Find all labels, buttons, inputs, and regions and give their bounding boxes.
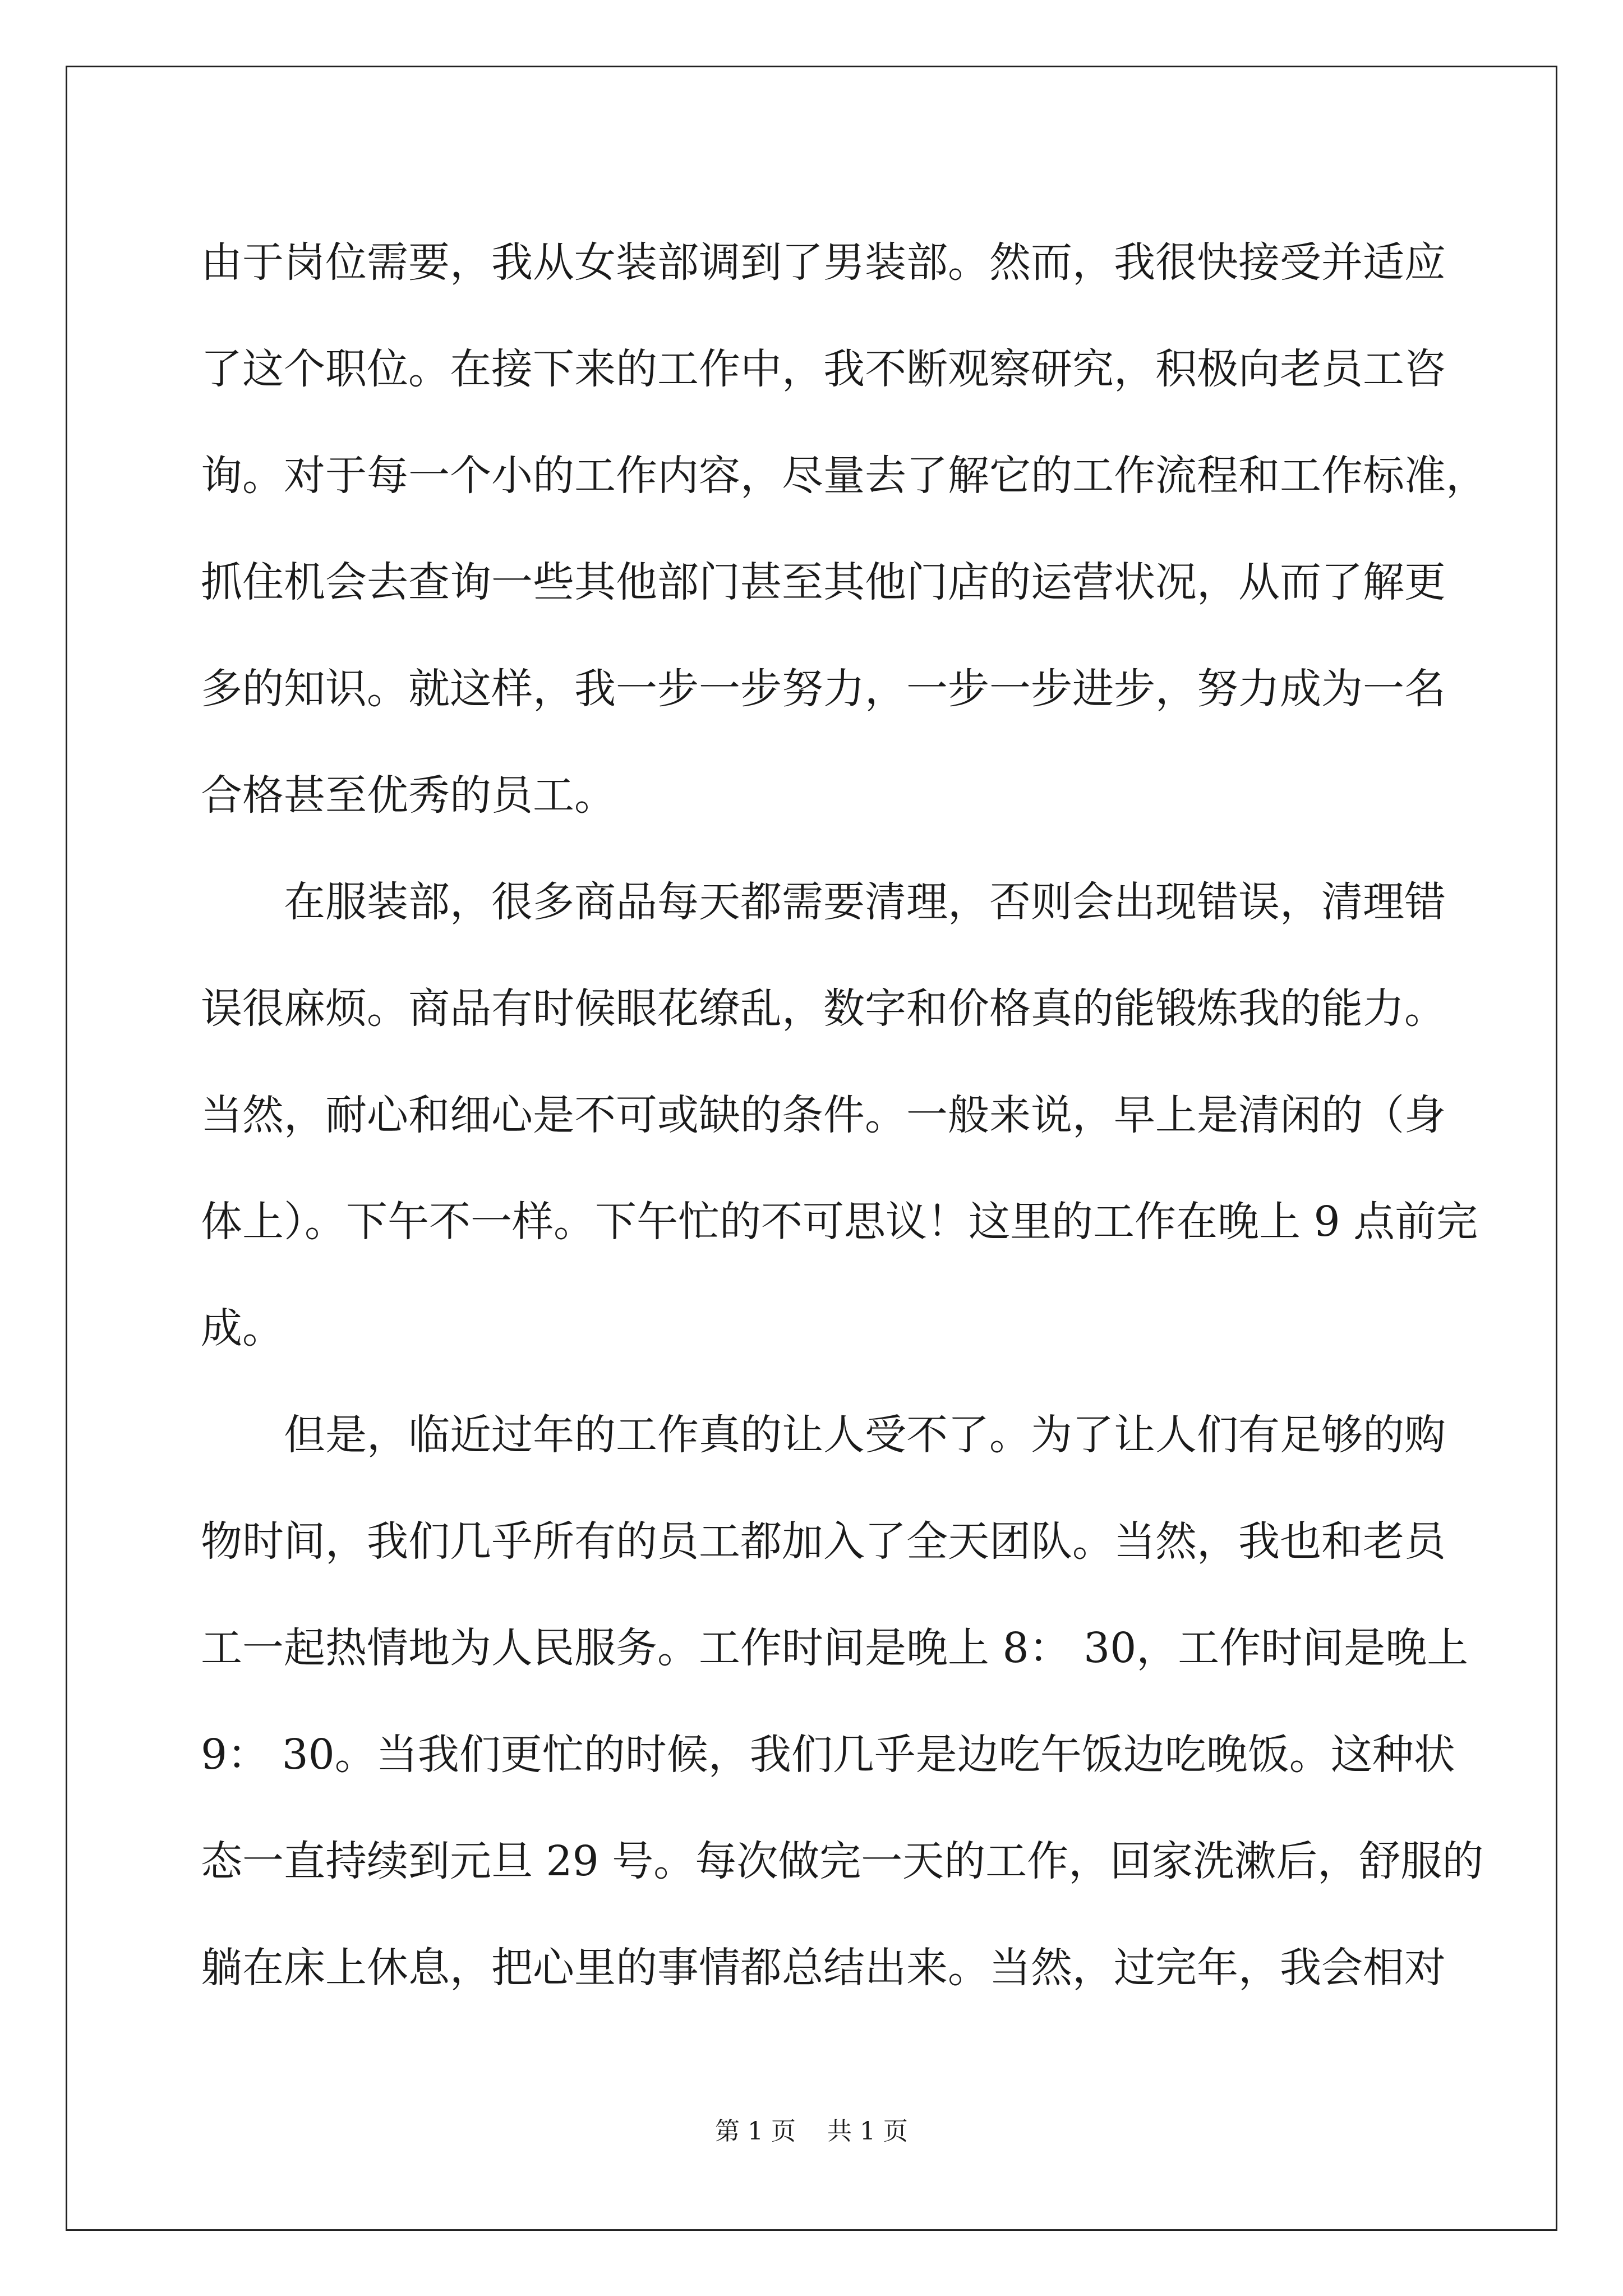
text-line: 合格甚至优秀的员工。 xyxy=(201,771,616,820)
paragraph-first-line: 在服装部，很多商品每天都需要清理，否则会出现错误，清理错 xyxy=(284,878,1446,926)
text-line: 体上）。下午不一样。下午忙的不可思议！这里的工作在晚上 9 点前完 xyxy=(201,1198,1478,1246)
text-line: 误很麻烦。商品有时候眼花缭乱，数字和价格真的能锻炼我的能力。 xyxy=(201,984,1446,1033)
document-body xyxy=(201,209,1487,2021)
paragraph-first-line: 但是，临近过年的工作真的让人受不了。为了让人们有足够的购 xyxy=(284,1411,1446,1459)
text-line: 物时间，我们几乎所有的员工都加入了全天团队。当然，我也和老员 xyxy=(201,1517,1446,1566)
text-line: 多的知识。就这样，我一步一步努力，一步一步进步，努力成为一名 xyxy=(201,665,1446,713)
page-number-footer: 第 1 页 共 1 页 xyxy=(715,2117,908,2146)
text-line: 躺在床上休息，把心里的事情都总结出来。当然，过完年，我会相对 xyxy=(201,1944,1446,1992)
text-line: 态一直持续到元旦 29 号。每次做完一天的工作，回家洗漱后，舒服的 xyxy=(201,1837,1484,1885)
text-line: 询。对于每一个小的工作内容，尽量去了解它的工作流程和工作标准， xyxy=(201,452,1487,500)
text-line: 了这个职位。在接下来的工作中，我不断观察研究，积极向老员工咨 xyxy=(201,345,1446,393)
text-line: 抓住机会去查询一些其他部门甚至其他门店的运营状况，从而了解更 xyxy=(201,558,1446,606)
text-line: 当然，耐心和细心是不可或缺的条件。一般来说，早上是清闲的（身 xyxy=(201,1091,1446,1139)
text-line: 9： 30。当我们更忙的时候，我们几乎是边吃午饭边吃晚饭。这种状 xyxy=(201,1731,1455,1779)
text-line: 由于岗位需要，我从女装部调到了男装部。然而，我很快接受并适应 xyxy=(201,238,1446,287)
text-line: 成。 xyxy=(201,1304,284,1352)
text-line: 工一起热情地为人民服务。工作时间是晚上 8： 30，工作时间是晚上 xyxy=(201,1624,1469,1672)
